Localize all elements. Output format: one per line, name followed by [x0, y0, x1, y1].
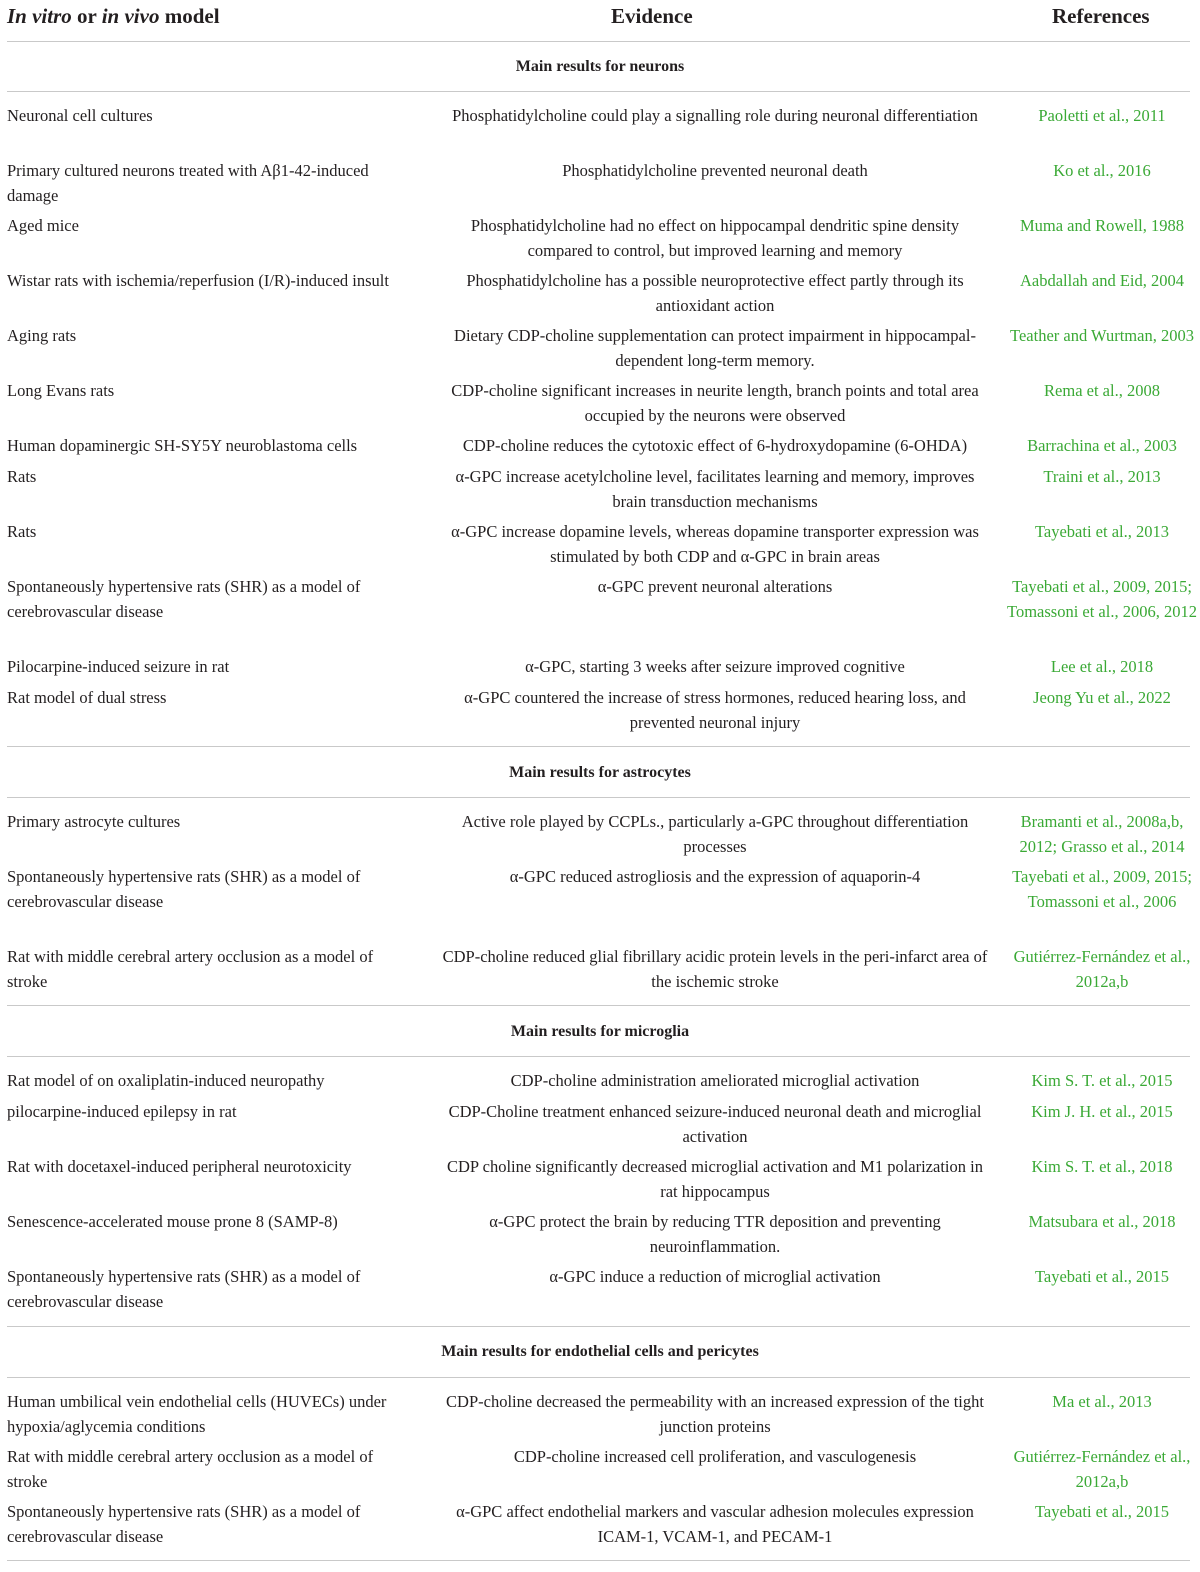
row-model: Rat with docetaxel-induced peripheral neurotoxicity [7, 1157, 352, 1176]
row-evidence: α-GPC increase dopamine levels, whereas dopamine transporter expression was stimulated by both CDP and α-GPC in brain areas [451, 522, 979, 566]
reference-link[interactable]: Aabdallah and Eid, 2004 [1019, 271, 1185, 290]
row-model: Rat model of on oxaliplatin-induced neuropathy [7, 1071, 325, 1090]
row-model: Wistar rats with ischemia/reperfusion (I/R)-induced insult [7, 271, 389, 290]
row-evidence: α-GPC induce a reduction of microglial activation [549, 1267, 881, 1286]
row-model: Rat model of dual stress [7, 688, 167, 707]
section-title-microglia: Main results for microglia [510, 1023, 690, 1040]
reference-link[interactable]: Lee et al., 2018 [1050, 657, 1154, 676]
row-evidence: α-GPC reduced astrogliosis and the expression of aquaporin-4 [509, 867, 921, 886]
row-evidence: Phosphatidylcholine had no effect on hippocampal dendritic spine density compared to control, but improved learning and memory [470, 216, 960, 260]
row-evidence: α-GPC countered the increase of stress hormones, reduced hearing loss, and prevented neuronal injury [464, 688, 966, 732]
row-model: Spontaneously hypertensive rats (SHR) as a model of cerebrovascular disease [7, 1267, 361, 1311]
reference-link[interactable]: Muma and Rowell, 1988 [1019, 216, 1185, 235]
section-title-astrocytes: Main results for astrocytes [509, 764, 691, 781]
row-model: Rat with middle cerebral artery occlusion as a model of stroke [7, 947, 374, 991]
section-title-neurons: Main results for neurons [515, 58, 685, 75]
row-model: Aging rats [7, 326, 77, 345]
row-evidence: Phosphatidylcholine prevented neuronal death [562, 161, 868, 180]
header-model-end: model [159, 4, 220, 28]
reference-link[interactable]: Tayebati et al., 2015 [1034, 1267, 1169, 1286]
section-rule [7, 1377, 1190, 1378]
reference-link[interactable]: Ma et al., 2013 [1052, 1392, 1152, 1411]
row-evidence: Active role played by CCPLs., particularly a-GPC throughout differentiation processes [461, 812, 969, 856]
row-model: pilocarpine-induced epilepsy in rat [7, 1102, 237, 1121]
row-model: Rats [7, 467, 37, 486]
reference-link[interactable]: Kim S. T. et al., 2015 [1031, 1071, 1173, 1090]
row-evidence: Phosphatidylcholine has a possible neuroprotective effect partly through its antioxidant action [466, 271, 964, 315]
reference-link[interactable]: Matsubara et al., 2018 [1028, 1212, 1176, 1231]
row-evidence: CDP choline significantly decreased microglial activation and M1 polarization in rat hippocampus [447, 1157, 983, 1201]
header-model-italic-b: in vivo [101, 4, 160, 28]
reference-link[interactable]: Traini et al., 2013 [1043, 467, 1161, 486]
row-evidence: CDP-choline decreased the permeability with an increased expression of the tight junction proteins [446, 1392, 984, 1436]
row-model: Human umbilical vein endothelial cells (HUVECs) under hypoxia/aglycemia conditions [7, 1392, 387, 1436]
section-rule [7, 797, 1190, 798]
section-rule [7, 1326, 1190, 1327]
row-model: Human dopaminergic SH-SY5Y neuroblastoma cells [7, 436, 358, 455]
row-model: Spontaneously hypertensive rats (SHR) as a model of cerebrovascular disease [7, 1502, 361, 1546]
row-evidence: CDP-choline reduces the cytotoxic effect of 6-hydroxydopamine (6-OHDA) [462, 436, 968, 455]
row-evidence: α-GPC affect endothelial markers and vascular adhesion molecules expression ICAM-1, VCAM-1, and PECAM-1 [456, 1502, 974, 1546]
reference-link[interactable]: Jeong Yu et al., 2022 [1033, 688, 1171, 707]
reference-link[interactable]: Gutiérrez-Fernández et al., 2012a,b [1013, 947, 1191, 991]
header-evidence: Evidence [611, 4, 693, 28]
section-rule [7, 1005, 1190, 1006]
row-evidence: α-GPC prevent neuronal alterations [597, 577, 833, 596]
reference-link[interactable]: Tayebati et al., 2009, 2015; Tomassoni et al., 2006, 2012 [1007, 577, 1197, 621]
section-rule [7, 91, 1190, 92]
header-references: References [1052, 4, 1150, 28]
table-header [0, 0, 1200, 42]
row-model: Rat with middle cerebral artery occlusion as a model of stroke [7, 1447, 374, 1491]
row-model: Neuronal cell cultures [7, 106, 153, 125]
row-model: Primary astrocyte cultures [7, 812, 181, 831]
reference-link[interactable]: Tayebati et al., 2009, 2015; Tomassoni et al., 2006 [1012, 867, 1192, 911]
row-evidence: CDP-Choline treatment enhanced seizure-induced neuronal death and microglial activation [448, 1102, 982, 1146]
row-evidence: CDP-choline administration ameliorated microglial activation [510, 1071, 920, 1090]
row-model: Long Evans rats [7, 381, 115, 400]
section-rule [7, 1056, 1190, 1057]
reference-link[interactable]: Teather and Wurtman, 2003 [1010, 326, 1194, 345]
row-evidence: Phosphatidylcholine could play a signalling role during neuronal differentiation [452, 106, 978, 125]
section-title-endothelial: Main results for endothelial cells and pericytes [441, 1343, 759, 1360]
reference-link[interactable]: Gutiérrez-Fernández et al., 2012a,b [1013, 1447, 1191, 1491]
row-model: Senescence-accelerated mouse prone 8 (SAMP-8) [7, 1212, 338, 1231]
row-evidence: α-GPC protect the brain by reducing TTR deposition and preventing neuroinflammation. [489, 1212, 941, 1256]
header-model [7, 3, 220, 29]
row-evidence: CDP-choline increased cell proliferation, and vasculogenesis [513, 1447, 917, 1466]
row-model: Primary cultured neurons treated with Aβ1-42-induced damage [7, 161, 369, 205]
reference-link[interactable]: Kim S. T. et al., 2018 [1031, 1157, 1173, 1176]
row-evidence: CDP-choline significant increases in neurite length, branch points and total area occupied by the neurons were observed [451, 381, 979, 425]
row-evidence: α-GPC, starting 3 weeks after seizure improved cognitive [525, 657, 905, 676]
row-evidence: CDP-choline reduced glial fibrillary acidic protein levels in the peri-infarct area of the ischemic stroke [442, 947, 988, 991]
reference-link[interactable]: Kim J. H. et al., 2015 [1031, 1102, 1173, 1121]
row-model: Rats [7, 522, 37, 541]
header-rule [7, 41, 1190, 42]
row-model: Pilocarpine-induced seizure in rat [7, 657, 230, 676]
section-rule [7, 746, 1190, 747]
reference-link[interactable]: Ko et al., 2016 [1053, 161, 1151, 180]
header-model-mid: or [71, 4, 102, 28]
table-bottom-rule [7, 1560, 1190, 1561]
reference-link[interactable]: Bramanti et al., 2008a,b, 2012; Grasso et al., 2014 [1019, 812, 1185, 856]
row-evidence: Dietary CDP-choline supplementation can protect impairment in hippocampal-dependent long-term memory. [454, 326, 976, 370]
row-model: Spontaneously hypertensive rats (SHR) as a model of cerebrovascular disease [7, 867, 361, 911]
reference-link[interactable]: Rema et al., 2008 [1044, 381, 1160, 400]
reference-link[interactable]: Paoletti et al., 2011 [1038, 106, 1166, 125]
reference-link[interactable]: Tayebati et al., 2015 [1034, 1502, 1169, 1521]
reference-link[interactable]: Barrachina et al., 2003 [1027, 436, 1177, 455]
header-model-italic-a: In vitro [7, 4, 72, 28]
row-model: Spontaneously hypertensive rats (SHR) as a model of cerebrovascular disease [7, 577, 361, 621]
reference-link[interactable]: Tayebati et al., 2013 [1034, 522, 1169, 541]
row-model: Aged mice [7, 216, 79, 235]
row-evidence: α-GPC increase acetylcholine level, facilitates learning and memory, improves brain transduction mechanisms [455, 467, 975, 511]
